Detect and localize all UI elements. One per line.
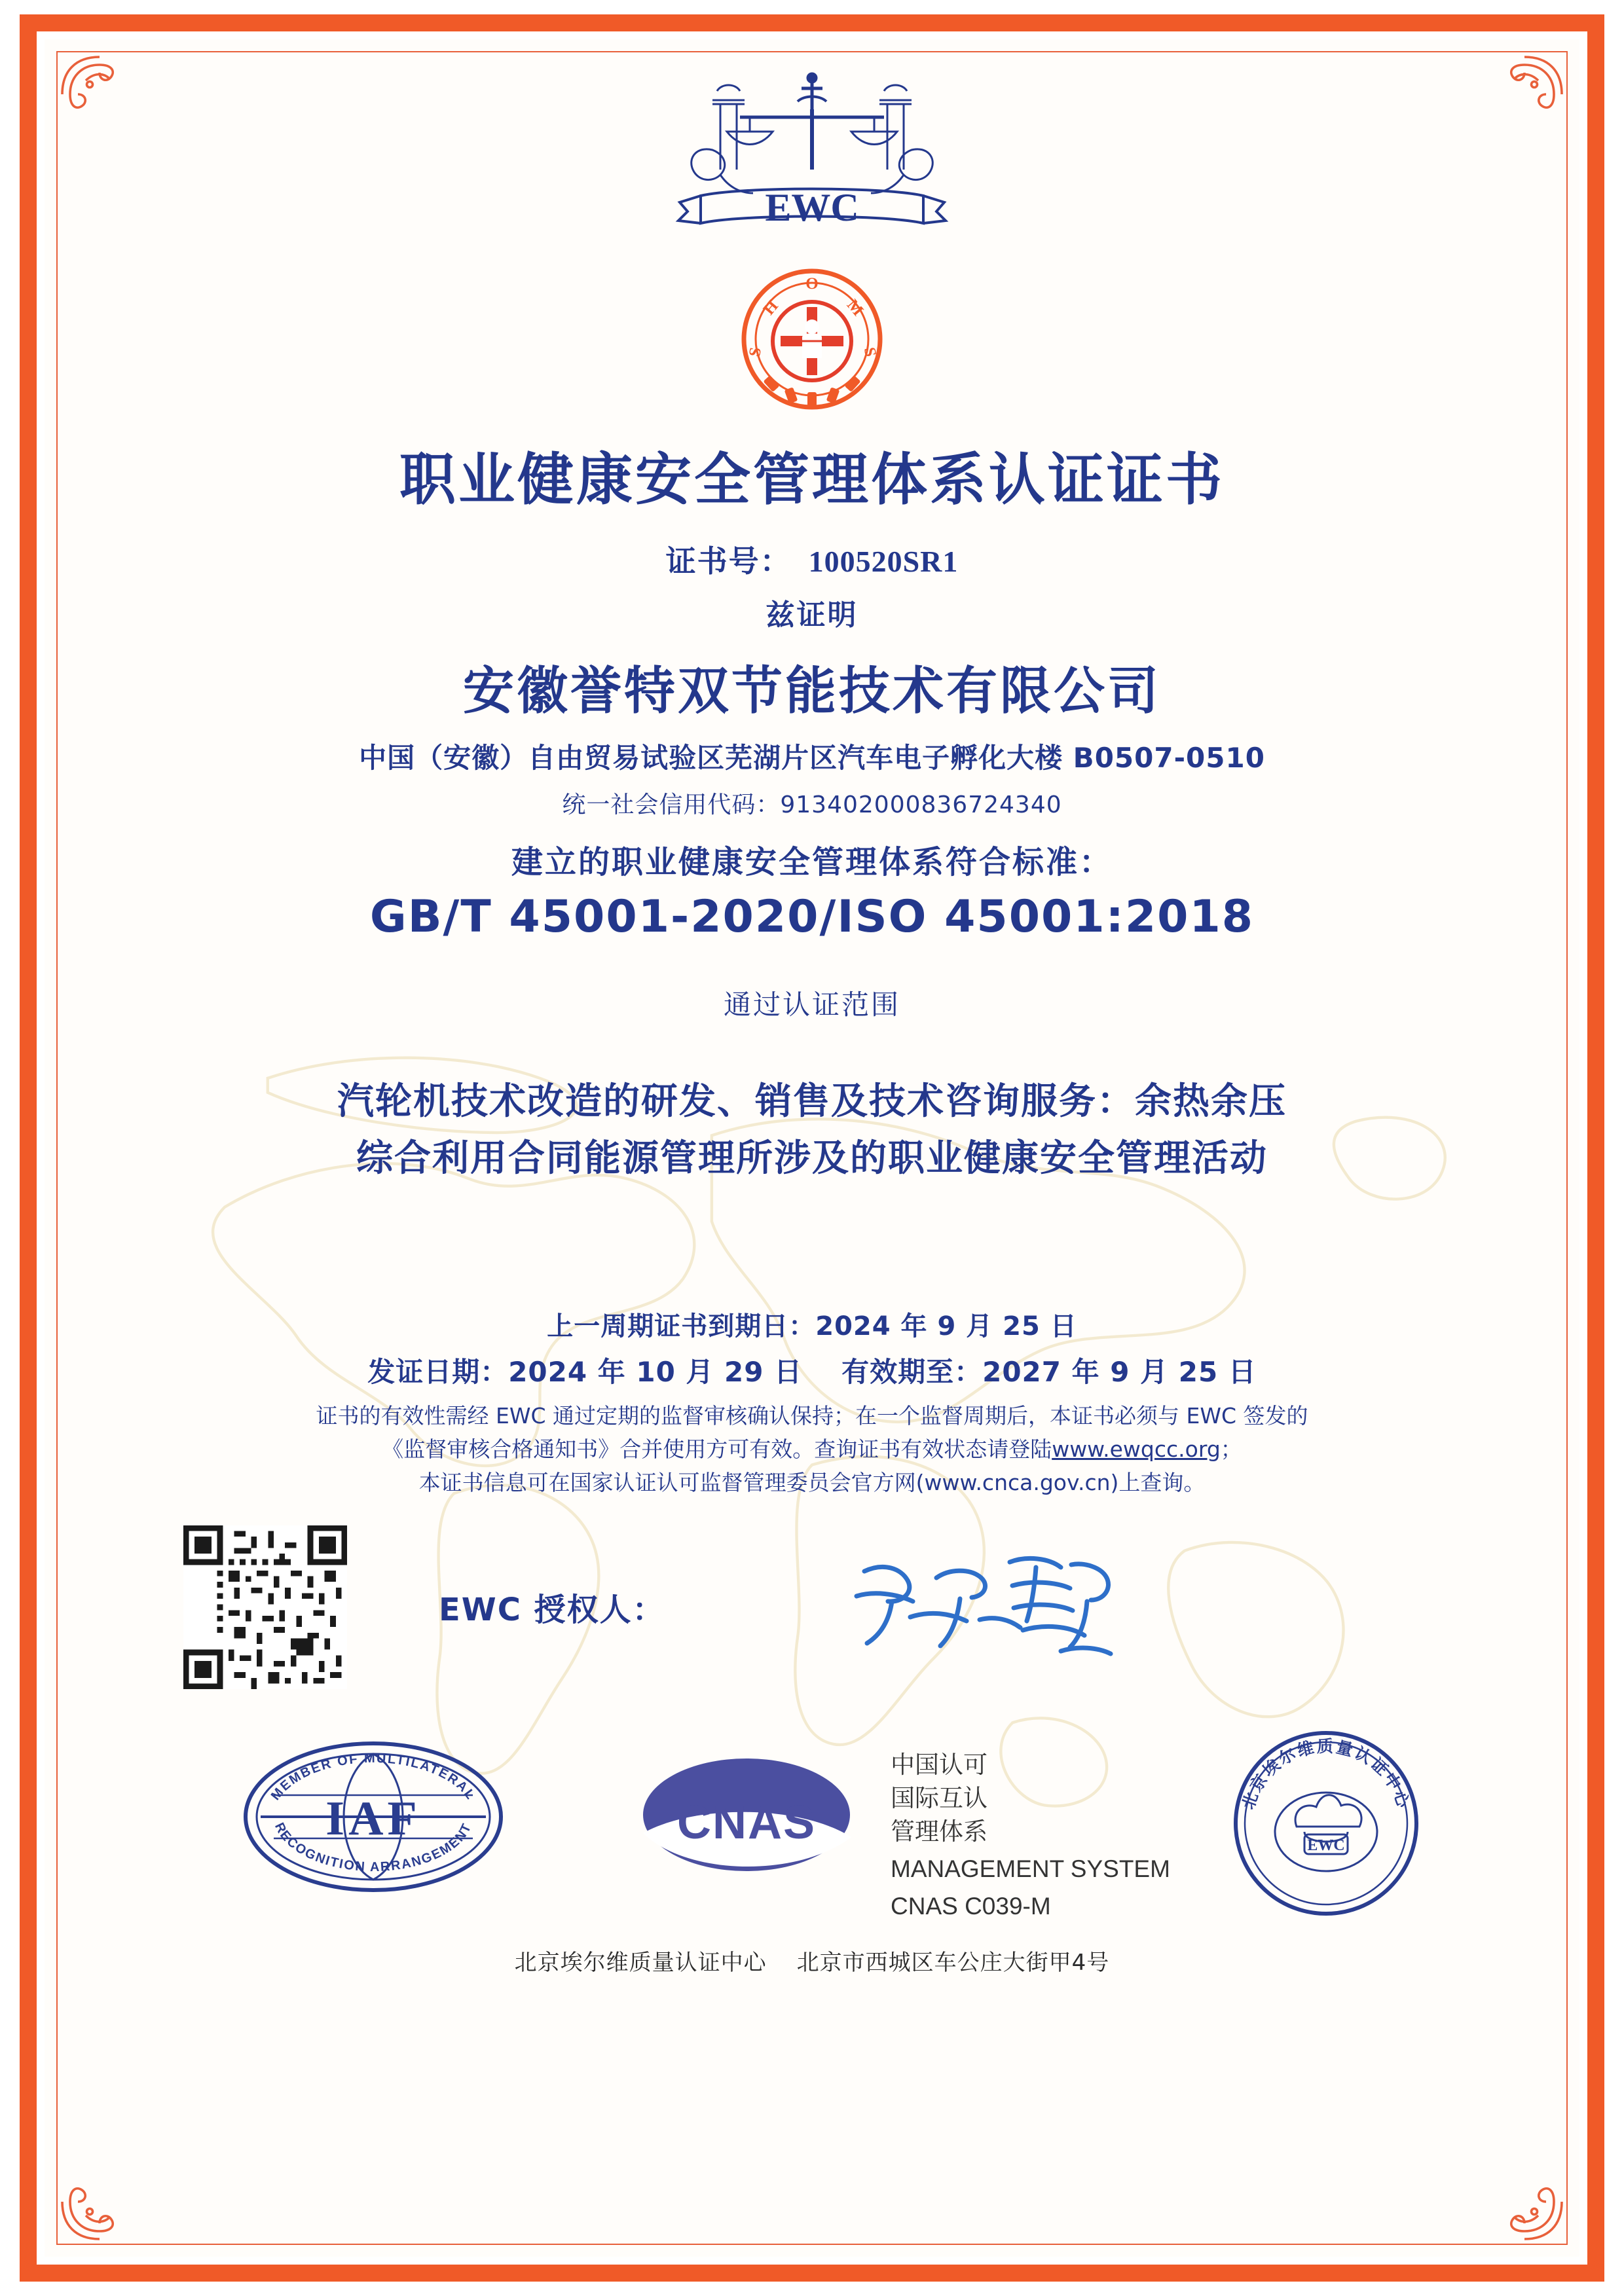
qr-code[interactable] xyxy=(183,1525,347,1689)
legal-line-2-prefix: 《监督审核合格通知书》合并使用方可有效。查询证书有效状态请登陆 xyxy=(382,1436,1052,1462)
issue-and-validity-row xyxy=(72,1351,1552,1390)
valid-until-date: 有效期至：2027 年 9 月 25 日 xyxy=(841,1355,1257,1388)
authorizer-label: EWC 授权人： xyxy=(439,1592,665,1629)
ewc-official-seal xyxy=(1231,1728,1421,1918)
page-title: 职业健康安全管理体系认证证书 xyxy=(399,447,1225,513)
certificate-number-value: 100520SR1 xyxy=(808,545,959,578)
iaf-logo xyxy=(242,1735,504,1899)
legal-line-3: 本证书信息可在国家认证认可监督管理委员会官方网(www.cnca.gov.cn)上查询。 xyxy=(418,1469,1206,1495)
ewqcc-website-link[interactable]: www.ewqcc.org xyxy=(1052,1436,1221,1462)
svg-text:EWC: EWC xyxy=(765,186,859,229)
ewc-crest-icon xyxy=(642,62,982,268)
scope-line-1: 汽轮机技术改造的研发、销售及技术咨询服务：余热余压 xyxy=(337,1080,1287,1123)
svg-text:M: M xyxy=(843,296,867,319)
cnas-cn-line-3: 管理体系 xyxy=(891,1817,987,1846)
svg-text:北京埃尔维质量认证中心: 北京埃尔维质量认证中心 xyxy=(1238,1737,1414,1812)
svg-text:IAF: IAF xyxy=(325,1792,421,1846)
certificate-number-label: 证书号： xyxy=(665,543,792,579)
svg-text:MEMBER OF MULTILATERAL: MEMBER OF MULTILATERAL xyxy=(268,1751,479,1803)
scope-text xyxy=(72,1074,1552,1188)
social-credit-code: 统一社会信用代码：913402000836724340 xyxy=(562,792,1062,818)
svg-text:EWC: EWC xyxy=(1307,1837,1345,1855)
signature-image xyxy=(845,1539,1146,1669)
svg-text:S: S xyxy=(746,346,766,358)
footer-address: 北京市西城区车公庄大街甲4号 xyxy=(796,1950,1110,1977)
cnas-cn-line-1: 中国认可 xyxy=(891,1751,987,1779)
cnas-cn-line-2: 国际互认 xyxy=(891,1784,987,1813)
issue-date: 发证日期：2024 年 10 月 29 日 xyxy=(367,1355,803,1388)
legal-line-1: 证书的有效性需经 EWC 通过定期的监督审核确认保持；在一个监督周期后，本证书必须与 EWC 签发的 xyxy=(316,1402,1308,1429)
legal-line-2 xyxy=(72,1432,1552,1466)
standard-code: GB/T 45001-2020/ISO 45001:2018 xyxy=(369,891,1255,943)
previous-expiry-date: 上一周期证书到期日：2024 年 9 月 25 日 xyxy=(547,1311,1077,1341)
svg-text:O: O xyxy=(805,275,819,293)
cnas-en-line-2: CNAS C039-M xyxy=(891,1893,1051,1920)
ohsms-badge-icon xyxy=(737,264,887,414)
accreditation-logos xyxy=(72,1715,1552,1931)
signature-area xyxy=(72,1512,1552,1709)
svg-text:RECOGNITION ARRANGEMENT: RECOGNITION ARRANGEMENT xyxy=(272,1820,475,1875)
hereby-certify-text: 兹证明 xyxy=(766,598,858,632)
company-address: 中国（安徽）自由贸易试验区芜湖片区汽车电子孵化大楼 B0507-0510 xyxy=(359,742,1265,774)
svg-text:S: S xyxy=(860,346,879,358)
footer-org: 北京埃尔维质量认证中心 xyxy=(514,1950,767,1977)
cnas-en-line-1: MANAGEMENT SYSTEM xyxy=(891,1855,1170,1883)
legal-notice xyxy=(72,1399,1552,1499)
cnas-description xyxy=(891,1748,1170,1923)
legal-line-2-suffix: ； xyxy=(1220,1436,1242,1462)
standard-lead-text: 建立的职业健康安全管理体系符合标准： xyxy=(511,844,1113,881)
certificate-number-row xyxy=(72,538,1552,581)
certificate-content xyxy=(72,62,1552,2234)
footer-text xyxy=(72,1944,1552,1977)
dates-block xyxy=(72,1305,1552,1390)
cnas-logo xyxy=(635,1741,858,1892)
svg-text:H: H xyxy=(760,297,782,319)
svg-text:CNAS: CNAS xyxy=(676,1796,817,1850)
scope-line-2: 综合利用合同能源管理所涉及的职业健康安全管理活动 xyxy=(356,1137,1268,1180)
company-name: 安徽誉特双节能技术有限公司 xyxy=(462,662,1161,721)
scope-label: 通过认证范围 xyxy=(723,989,900,1021)
